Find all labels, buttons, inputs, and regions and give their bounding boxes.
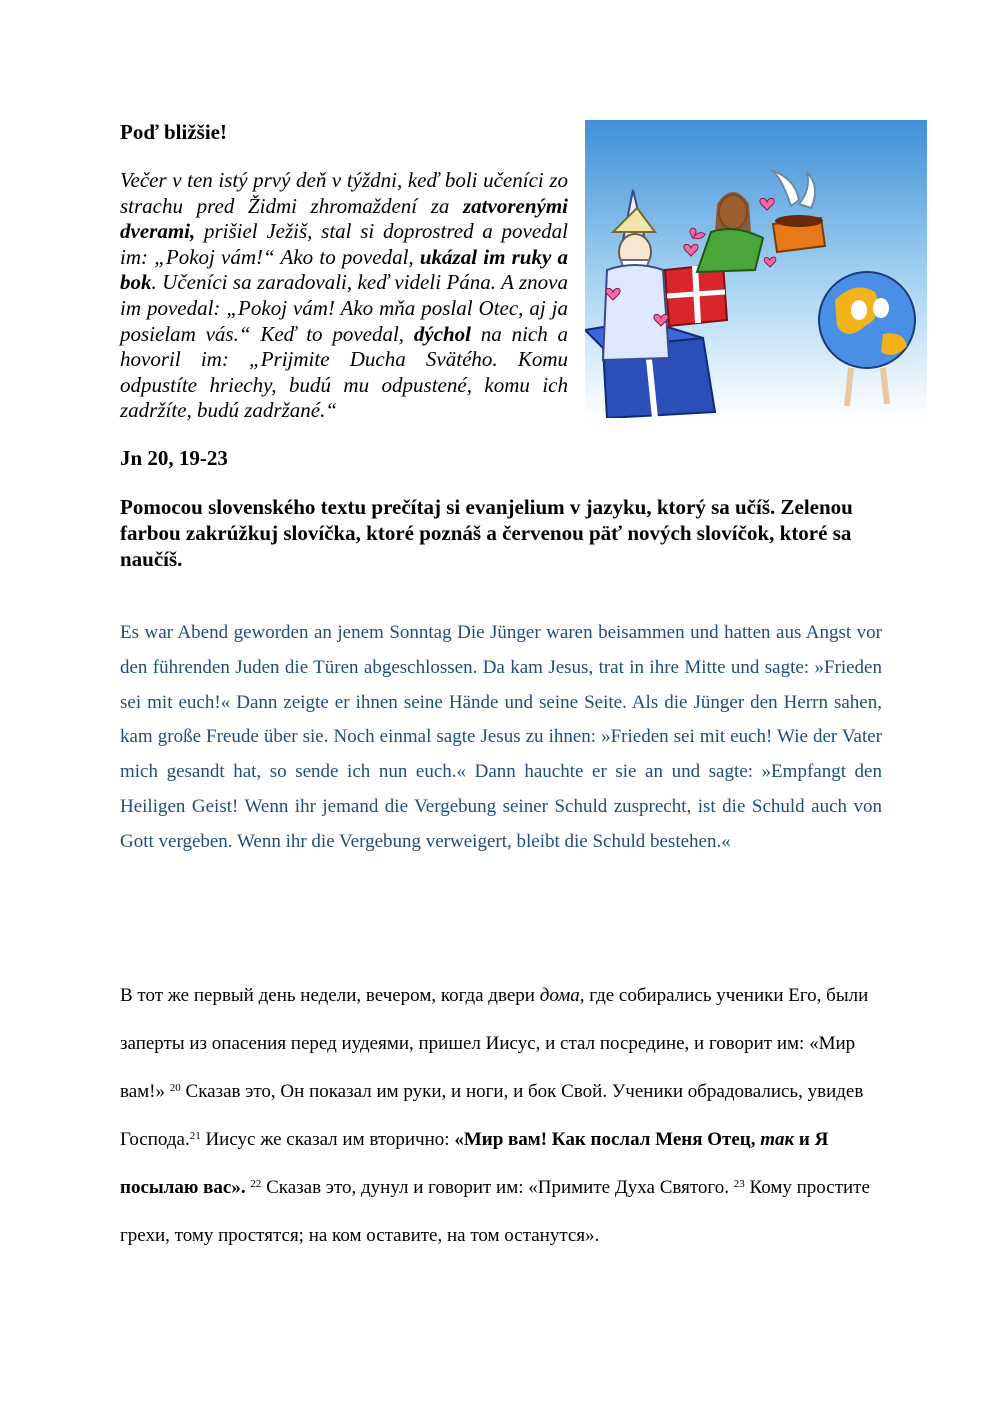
verse-number: 23 <box>733 1178 745 1190</box>
page-title: Poď bližšie! <box>120 120 227 144</box>
orange-gift-box <box>773 215 825 252</box>
task-instruction: Pomocou slovenského textu prečítaj si evanjelium v jazyku, ktorý sa učíš. Zelenou farbou zakrúžkuj slovíčka, ktoré poznáš a červenou päť nových slovíčok, ktoré sa naučíš. <box>120 495 853 571</box>
gospel-text-german: Es war Abend geworden an jenem Sonntag Die Jünger waren beisammen und hatten aus Angst vor den führenden Juden die Türen abgeschlossen. Da kam Jesus, trat in ihre Mitte und sagte: »Frieden sei mit euch!« Dann zeigte er ihnen seine Hände und seine Seite. Als die Jünger den Herrn sahen, kam große Freude über sie. Noch einmal sagte Jesus zu ihnen: »Frieden sei mit euch! Wie der Vater mich gesandt hat, so sende ich nun euch.« Dann hauchte er sie an und sagte: »Empfangt den Heiligen Geist! Wenn ihr jemand die Vergebung seiner Schuld zusprecht, ist die Schuld auch von Gott vergeben. Wenn ihr die Vergebung verweigert, bleibt die Schuld bestehen.« <box>120 622 882 852</box>
scripture-reference: Jn 20, 19-23 <box>120 446 228 470</box>
red-gift-box <box>665 264 727 326</box>
verse-number: 21 <box>189 1130 201 1142</box>
easter-illustration <box>585 120 927 418</box>
verse-number: 20 <box>169 1082 181 1094</box>
gospel-text-russian: В тот же первый день недели, вечером, когда двери дома, где собирались ученики Его, были заперты из опасения перед иудеями, пришел Иисус, и стал посредине, и говорит им: «Мир вам!» $^{20}$ Сказав это, Он показал им руки, и ноги, и бок Свой. Ученики обрадовались, увидев Господа.$^{21}$ Иисус же сказал им вторично: «Мир вам! Как послал Меня Отец, так и Я посылаю вас». $^{22}$ Сказав это, дунул и говорит им: «Примите Духа Святого. $^{23}$ Кому простите грехи, тому простятся; на ком оставите, на том останутся». <box>120 985 870 1246</box>
gospel-quote-slovak: Večer v ten istý prvý deň v týždni, keď boli učeníci zo strachu pred Židmi zhromaždení za zatvorenými dverami, prišiel Ježiš, stal si doprostred a povedal im: „Pokoj vám!“ Ako to povedal, ukázal im ruky a bok. Učeníci sa zaradovali, keď videli Pána. A znova im povedal: „Pokoj vám! Ako mňa poslal Otec, aj ja posielam vás.“ Keď to povedal, dýchol na nich a hovoril im: „Prijmite Ducha Svätého. Komu odpustíte hriechy, budú mu odpustené, komu ich zadržíte, budú zadržané.“ <box>120 168 569 423</box>
verse-number: 22 <box>250 1178 262 1190</box>
